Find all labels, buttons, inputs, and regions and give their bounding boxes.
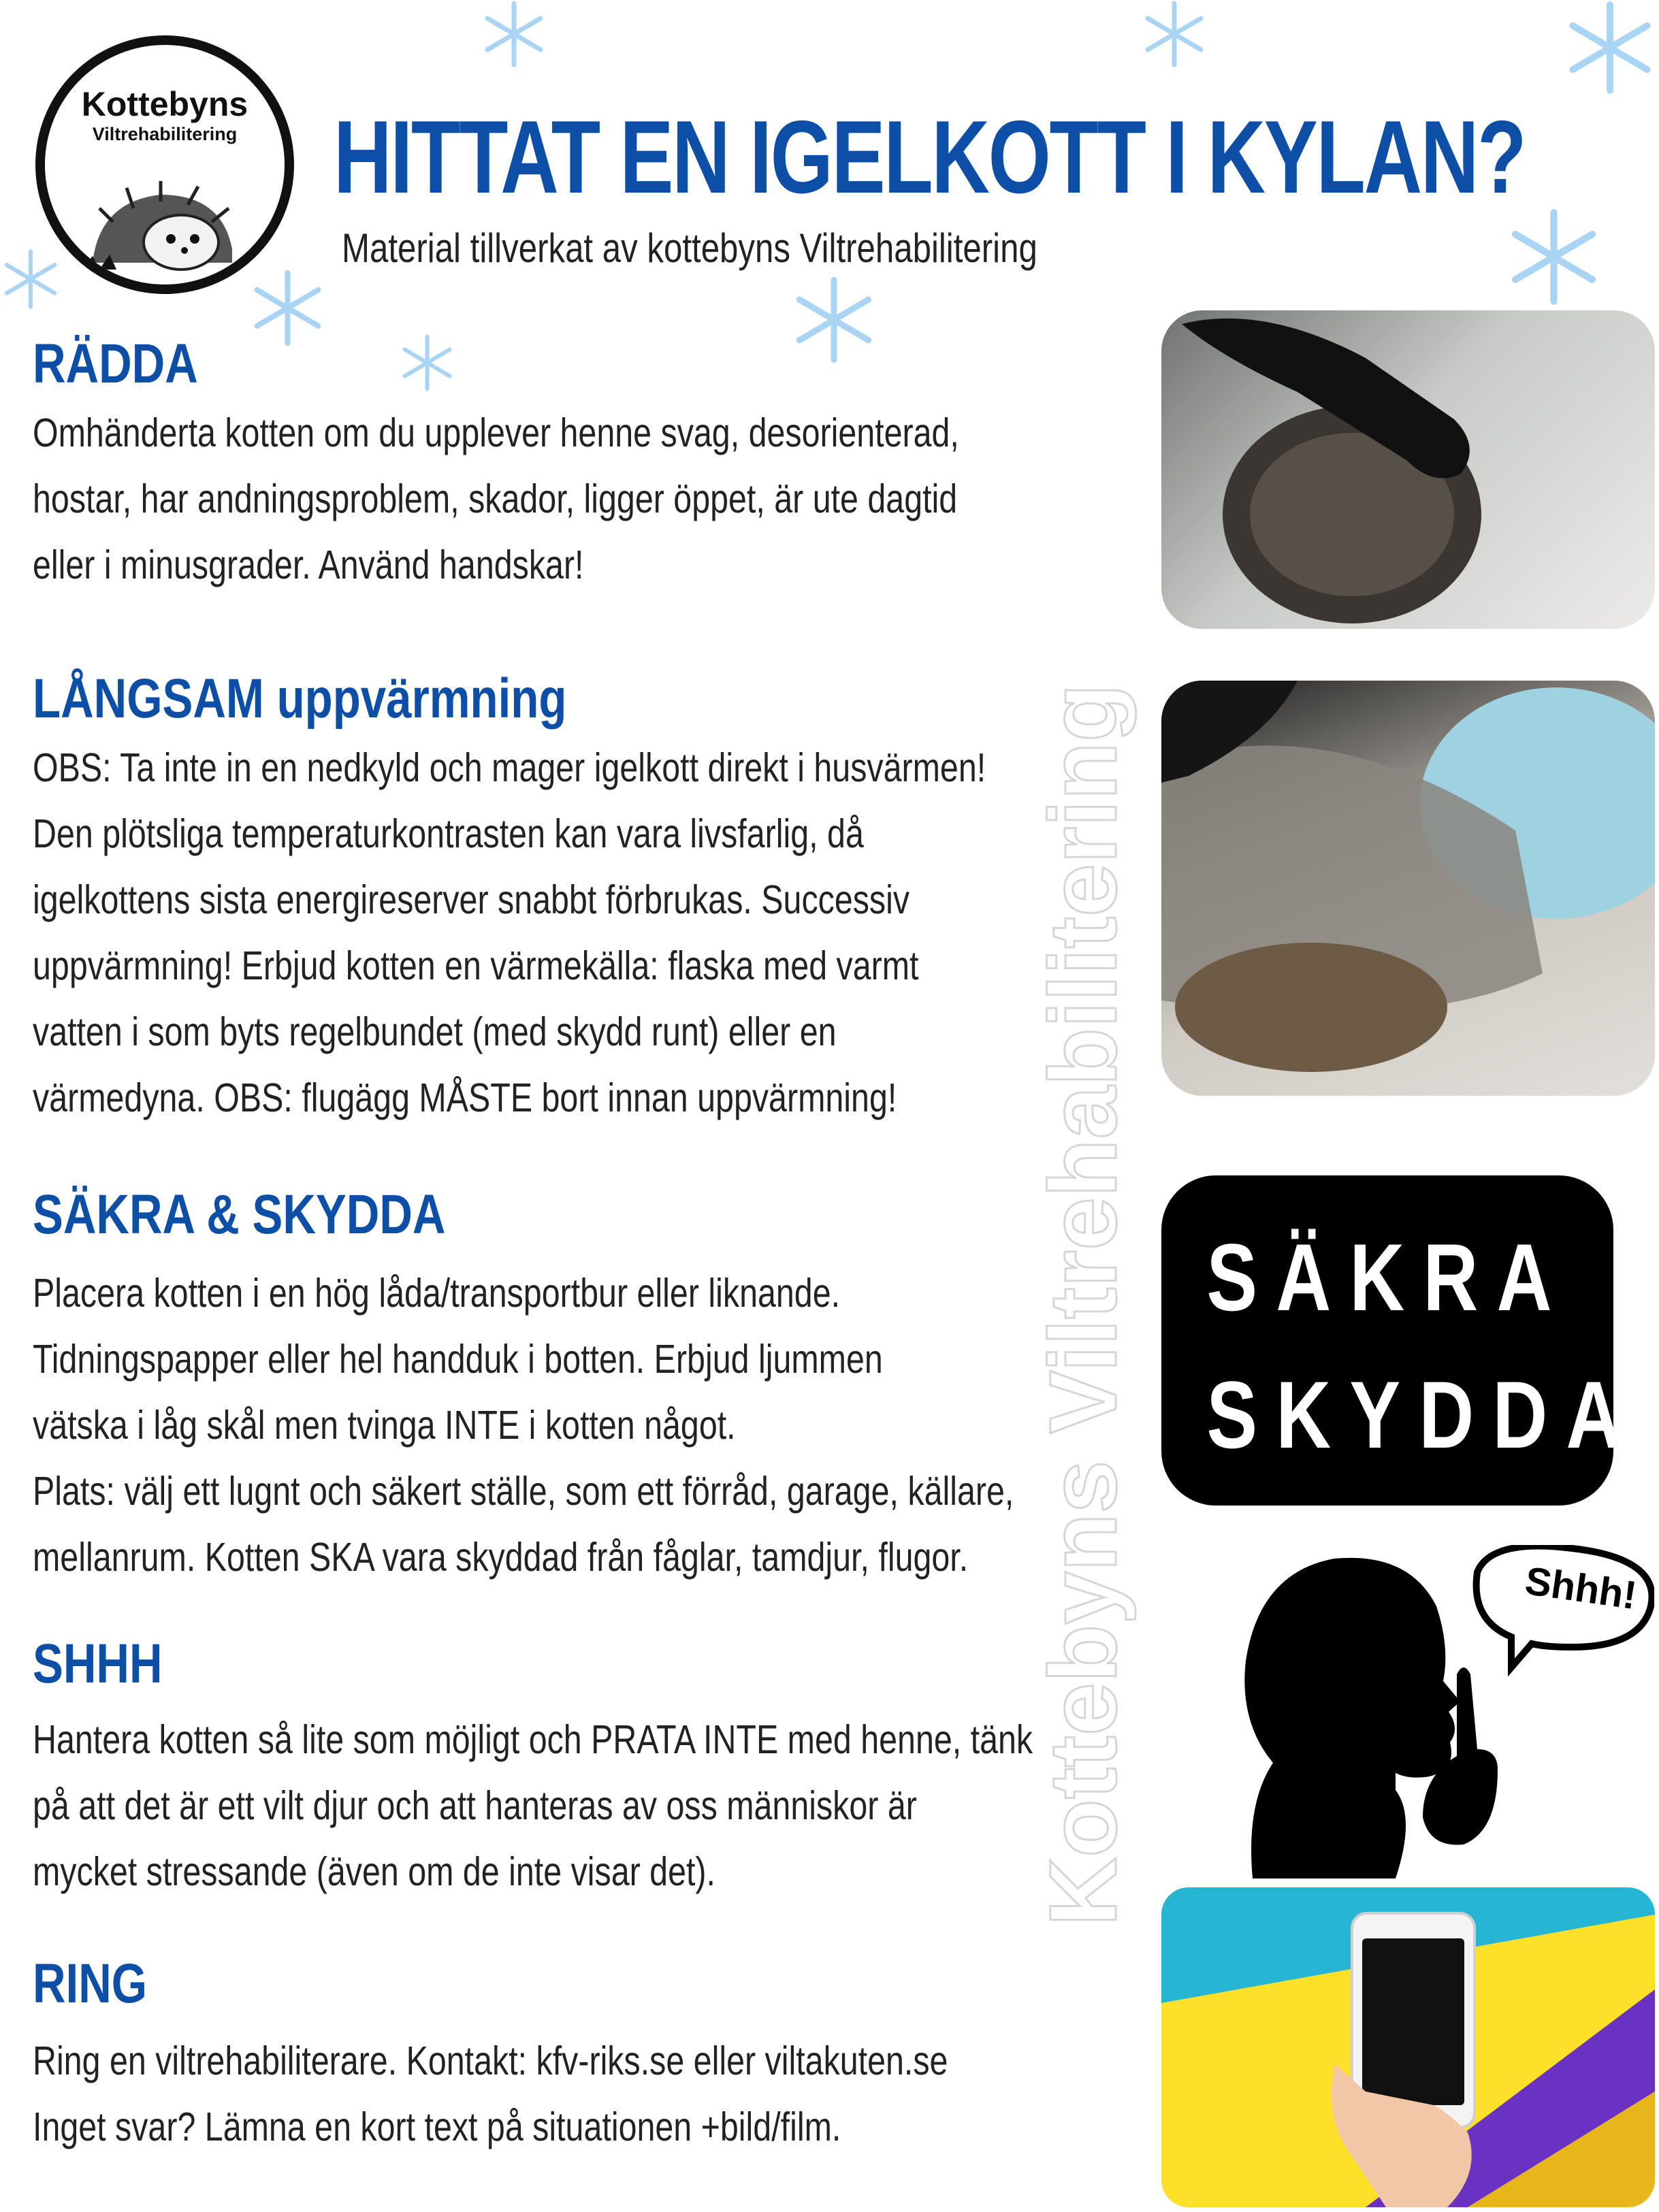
section-title-sakra-skydda: SÄKRA & SKYDDA xyxy=(33,1184,446,1246)
body-line: Den plötsliga temperaturkontrasten kan vara livsfarlig, då xyxy=(33,811,864,856)
sign-line-1: SÄKRA xyxy=(1206,1224,1571,1331)
section-body-sakra-skydda xyxy=(33,1260,1121,1591)
snowflake-icon xyxy=(1504,208,1603,306)
body-line: Inget svar? Lämna en kort text på situationen +bild/film. xyxy=(33,2104,841,2149)
page-title: HITTAT EN IGELKOTT I KYLAN? xyxy=(334,99,1526,215)
snowflake-icon xyxy=(470,0,558,68)
snowflake-icon xyxy=(1130,0,1219,68)
section-body-radda xyxy=(33,400,1121,598)
body-line: Omhänderta kotten om du upplever henne svag, desorienterad, xyxy=(33,410,959,455)
photo-hedgehog-towel xyxy=(1161,681,1655,1096)
photo-phone-hand xyxy=(1161,1887,1655,2207)
page-subtitle: Material tillverkat av kottebyns Viltrehabilitering xyxy=(342,225,1037,271)
body-line: Plats: välj ett lugnt och säkert ställe, som ett förråd, garage, källare, xyxy=(33,1469,1014,1514)
body-line: igelkottens sista energireserver snabbt förbrukas. Successiv xyxy=(33,877,910,922)
snowflake-icon xyxy=(0,245,61,313)
section-title-ring: RING xyxy=(33,1953,148,2015)
logo xyxy=(35,35,294,294)
snowflake-icon xyxy=(398,332,456,393)
watermark: Kottebyns Viltrehabilitering xyxy=(1029,683,1136,1926)
logo-title: Kottebyns xyxy=(81,85,248,123)
body-line: mellanrum. Kotten SKA vara skyddad från fåglar, tamdjur, flugor. xyxy=(33,1535,969,1580)
body-line: eller i minusgrader. Använd handskar! xyxy=(33,542,584,587)
speech-bubble-text: Shhh! xyxy=(1522,1558,1640,1619)
snowflake-icon xyxy=(248,265,327,351)
sign-line-2: SKYDDA xyxy=(1206,1361,1640,1468)
section-title-radda: RÄDDA xyxy=(33,333,198,395)
body-line: Ring en viltrehabiliterare. Kontakt: kfv-riks.se eller viltakuten.se xyxy=(33,2038,948,2083)
section-body-ring xyxy=(33,2028,1121,2160)
body-line: OBS: Ta inte in en nedkyld och mager igelkott direkt i husvärmen! xyxy=(33,745,986,790)
photo-hedgehog-snow xyxy=(1161,310,1655,629)
body-line: vätska i låg skål men tvinga INTE i kotten något. xyxy=(33,1403,736,1448)
section-body-uppvarmning xyxy=(33,735,1121,1131)
section-title-shhh: SHHH xyxy=(33,1633,163,1695)
body-line: hostar, har andningsproblem, skador, ligger öppet, är ute dagtid xyxy=(33,476,958,521)
sakra-skydda-sign xyxy=(1161,1175,1640,1506)
section-title-uppvarmning: LÅNGSAM uppvärmning xyxy=(33,668,567,730)
body-line: på att det är ett vilt djur och att hanteras av oss människor är xyxy=(33,1783,917,1828)
body-line: mycket stressande (även om de inte visar det). xyxy=(33,1849,715,1894)
snowflake-icon xyxy=(790,276,878,364)
logo-subtitle: Viltrehabilitering xyxy=(92,124,238,144)
shhh-illustration xyxy=(1191,1545,1654,1878)
body-line: Hantera kotten så lite som möjligt och PRATA INTE med henne, tänk xyxy=(33,1717,1033,1762)
body-line: uppvärmning! Erbjud kotten en värmekälla: flaska med varmt xyxy=(33,943,919,988)
body-line: Tidningspapper eller hel handduk i botten. Erbjud ljummen xyxy=(33,1337,883,1382)
section-body-shhh xyxy=(33,1707,1121,1905)
snowflake-icon xyxy=(1562,0,1658,95)
body-line: vatten i som byts regelbundet (med skydd runt) eller en xyxy=(33,1009,837,1054)
hedgehog-icon xyxy=(72,147,263,276)
body-line: Placera kotten i en hög låda/transportbur eller liknande. xyxy=(33,1271,841,1316)
body-line: värmedyna. OBS: flugägg MÅSTE bort innan uppvärmning! xyxy=(33,1075,897,1120)
